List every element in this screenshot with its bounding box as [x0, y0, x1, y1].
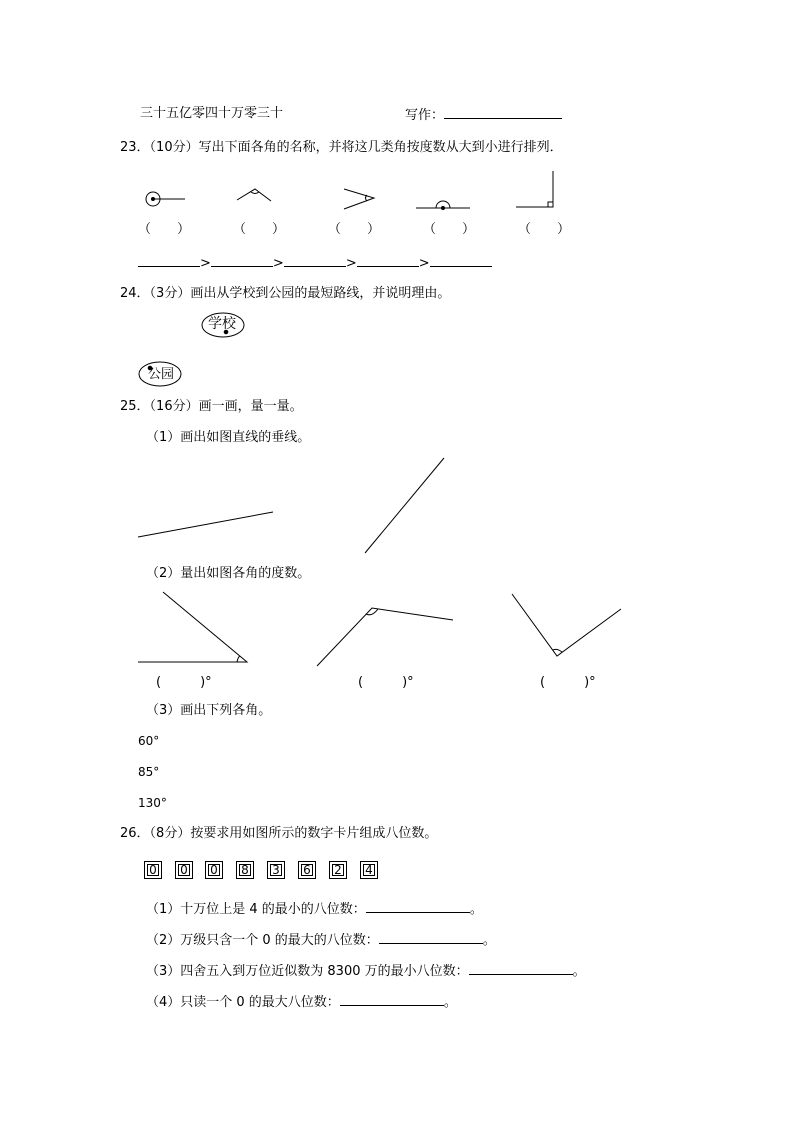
q25-part1: （1）画出如图直线的垂线。	[146, 430, 311, 445]
order-blank-3[interactable]	[284, 254, 346, 267]
angle-name-blank-4[interactable]: （ ）	[423, 222, 476, 237]
q23-figure-straight-angle	[416, 201, 470, 210]
order-blank-5[interactable]	[430, 254, 492, 267]
angle-85: 85°	[138, 765, 160, 779]
q25-stem: 25．（16分）画一画，量一量。	[120, 399, 303, 414]
answer-blank-3[interactable]	[469, 962, 573, 975]
angle-name-blank-1[interactable]: （ ）	[138, 222, 191, 237]
degree-blank-1[interactable]: ( )°	[156, 675, 212, 690]
q23-figure-acute-angle	[344, 189, 374, 209]
line-1	[138, 512, 273, 537]
line-2	[365, 458, 444, 553]
q26-part3: （3）四舍五入到万位近似数为 8300 万的最小八位数： 。	[146, 964, 586, 979]
q24-stem: 24．（3分）画出从学校到公园的最短路线，并说明理由。	[120, 286, 451, 301]
q26-stem: 26．（8分）按要求用如图所示的数字卡片组成八位数。	[120, 826, 438, 841]
degree-blank-2[interactable]: ( )°	[358, 675, 414, 690]
park-label: 公园	[148, 367, 175, 382]
answer-blank-2[interactable]	[379, 931, 483, 944]
number-text: 三十五亿零四十万零三十	[140, 106, 284, 121]
q23-stem: 23．（10分）写出下面各角的名称，并将这几类角按度数从大到小进行排列．	[120, 140, 563, 155]
write-label-text: 写作：	[405, 108, 445, 123]
angle-130: 130°	[138, 796, 167, 810]
digit-card: 0	[205, 861, 223, 879]
q23-figure-right-angle	[516, 171, 553, 207]
angle-60: 60°	[138, 734, 160, 748]
q26-part4: （4）只读一个 0 的最大八位数： 。	[146, 995, 457, 1010]
order-blank-2[interactable]	[211, 254, 273, 267]
school-label: 学校	[208, 316, 236, 332]
order-blank-4[interactable]	[357, 254, 419, 267]
angle-name-blank-5[interactable]: （ ）	[518, 222, 571, 237]
answer-blank-4[interactable]	[340, 993, 444, 1006]
order-blank-1[interactable]	[138, 254, 200, 267]
digit-card: 0	[144, 861, 162, 879]
gt-symbol: >	[345, 256, 357, 271]
angle-name-blank-3[interactable]: （ ）	[328, 222, 381, 237]
answer-blank-1[interactable]	[366, 900, 470, 913]
measure-angle-1	[138, 592, 247, 662]
digit-card: 0	[175, 861, 193, 879]
measure-angle-3	[512, 594, 621, 656]
q26-part1: （1）十万位上是 4 的最小的八位数： 。	[146, 902, 483, 917]
q25-part3: （3）画出下列各角。	[146, 703, 272, 718]
q25-part2: （2）量出如图各角的度数。	[146, 566, 311, 581]
digit-card: 4	[360, 861, 378, 879]
digit-card: 2	[329, 861, 347, 879]
degree-blank-3[interactable]: ( )°	[540, 675, 596, 690]
q23-figure-obtuse-angle	[237, 189, 271, 201]
gt-symbol: >	[418, 256, 430, 271]
measure-angle-2	[317, 608, 453, 666]
digit-card: 6	[298, 861, 316, 879]
digit-card: 8	[236, 861, 254, 879]
digit-card: 3	[267, 861, 285, 879]
q26-part2: （2）万级只含一个 0 的最大的八位数： 。	[146, 933, 496, 948]
angle-name-blank-2[interactable]: （ ）	[233, 222, 286, 237]
order-row	[138, 254, 492, 272]
q23-figure-round-angle	[146, 192, 185, 206]
gt-symbol: >	[200, 256, 211, 271]
gt-symbol: >	[272, 256, 284, 271]
